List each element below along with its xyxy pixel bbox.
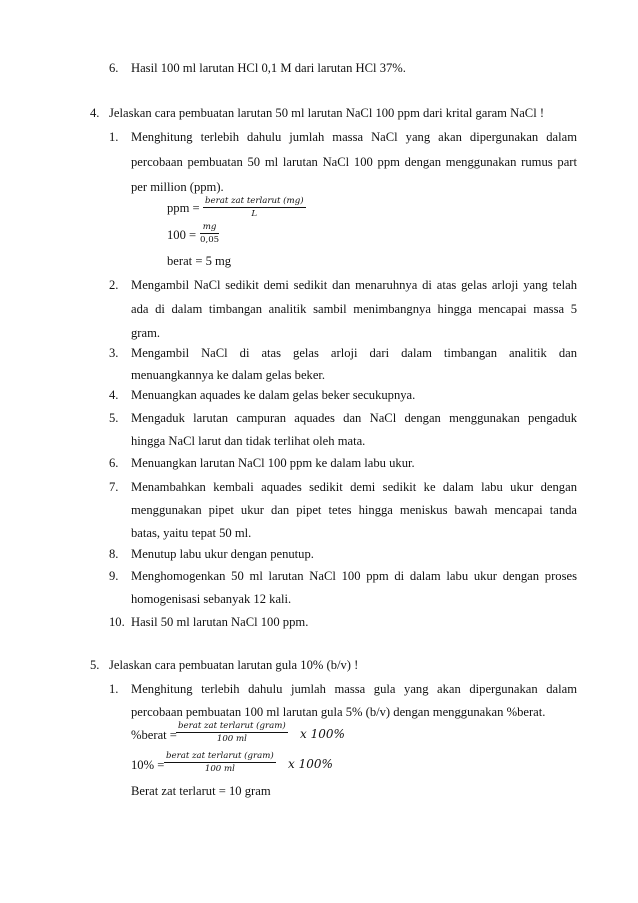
fraction-numerator: berat zat terlarut (gram) <box>178 721 286 731</box>
step-line: Menambahkan kembali aquades sedikit demi sedikit ke dalam labu ukur dengan <box>131 480 577 494</box>
formula-result: berat = 5 mg <box>167 254 232 268</box>
fraction-numerator: berat zat terlarut (gram) <box>166 751 274 761</box>
formula-multiplier: x 100% <box>300 727 345 741</box>
question-number: 4. <box>90 106 100 120</box>
step-line: ada di dalam timbangan analitik sambil menimbangnya hingga mencapai massa 5 <box>131 302 577 316</box>
step-number: 2. <box>109 278 119 292</box>
fraction-denominator: 100 ml <box>216 734 247 744</box>
fraction-denominator: 100 ml <box>204 764 235 774</box>
formula-fraction <box>200 222 219 245</box>
step-number: 1. <box>109 130 119 144</box>
formula-multiplier: x 100% <box>288 757 333 771</box>
step-line: Mengaduk larutan campuran aquades dan NaCl dengan menggunakan pengaduk <box>131 411 577 425</box>
step-line: menuangkannya ke dalam gelas beker. <box>131 368 326 382</box>
step-line: percobaan pembuatan 50 ml larutan NaCl 100 ppm dengan menggunakan rumus part <box>131 155 577 169</box>
step-number: 7. <box>109 480 119 494</box>
formula-label: 10% = <box>131 758 165 772</box>
step-number: 9. <box>109 569 119 583</box>
fraction-denominator: L <box>251 209 258 219</box>
fraction-numerator: mg <box>200 222 219 234</box>
question-title: Jelaskan cara pembuatan larutan 50 ml larutan NaCl 100 ppm dari krital garam NaCl ! <box>109 106 545 120</box>
formula-fraction <box>176 721 288 744</box>
step-line: Mengambil NaCl di atas gelas arloji dari dalam timbangan analitik dan <box>131 346 577 360</box>
step-line: Menutup labu ukur dengan penutup. <box>131 547 314 561</box>
step-line: homogenisasi sebanyak 12 kali. <box>131 592 292 606</box>
fraction-numerator: berat zat terlarut (mg) <box>205 196 304 206</box>
step-line: Menghitung terlebih dahulu jumlah massa gula yang akan dipergunakan dalam <box>131 682 577 696</box>
step-number: 10. <box>109 615 125 629</box>
step-line: Menuangkan aquades ke dalam gelas beker secukupnya. <box>131 388 416 402</box>
formula-fraction <box>203 196 306 219</box>
step-line: batas, yaitu tepat 50 ml. <box>131 526 252 540</box>
question-title: Jelaskan cara pembuatan larutan gula 10% (b/v) ! <box>109 658 359 672</box>
step-line: per million (ppm). <box>131 180 224 194</box>
step-number: 6. <box>109 456 119 470</box>
step-line: Menghomogenkan 50 ml larutan NaCl 100 ppm di dalam labu ukur dengan proses <box>131 569 577 583</box>
step-number: 4. <box>109 388 119 402</box>
item-text: Hasil 100 ml larutan HCl 0,1 M dari larutan HCl 37%. <box>131 61 406 75</box>
step-line: Mengambil NaCl sedikit demi sedikit dan menaruhnya di atas gelas arloji yang telah <box>131 278 577 292</box>
step-number: 5. <box>109 411 119 425</box>
formula-fraction <box>164 751 276 774</box>
formula-label: ppm = <box>167 201 200 215</box>
step-line: menggunakan pipet ukur dan pipet tetes hingga meniskus bawah mencapai tanda <box>131 503 577 517</box>
step-line: Menghitung terlebih dahulu jumlah massa NaCl yang akan dipergunakan dalam <box>131 130 577 144</box>
formula-label: %berat = <box>131 728 177 742</box>
step-line: hingga NaCl larut dan tidak terlihat oleh mata. <box>131 434 366 448</box>
step-line: percobaan pembuatan 100 ml larutan gula 5% (b/v) dengan menggunakan %berat. <box>131 705 546 719</box>
step-number: 1. <box>109 682 119 696</box>
step-number: 3. <box>109 346 119 360</box>
step-line: gram. <box>131 326 161 340</box>
item-number: 6. <box>109 61 119 75</box>
question-number: 5. <box>90 658 100 672</box>
step-line: Hasil 50 ml larutan NaCl 100 ppm. <box>131 615 309 629</box>
fraction-denominator: 0,05 <box>200 235 220 245</box>
step-line: Menuangkan larutan NaCl 100 ppm ke dalam labu ukur. <box>131 456 415 470</box>
formula-label: 100 = <box>167 228 197 242</box>
step-number: 8. <box>109 547 119 561</box>
formula-result: Berat zat terlarut = 10 gram <box>131 784 271 798</box>
